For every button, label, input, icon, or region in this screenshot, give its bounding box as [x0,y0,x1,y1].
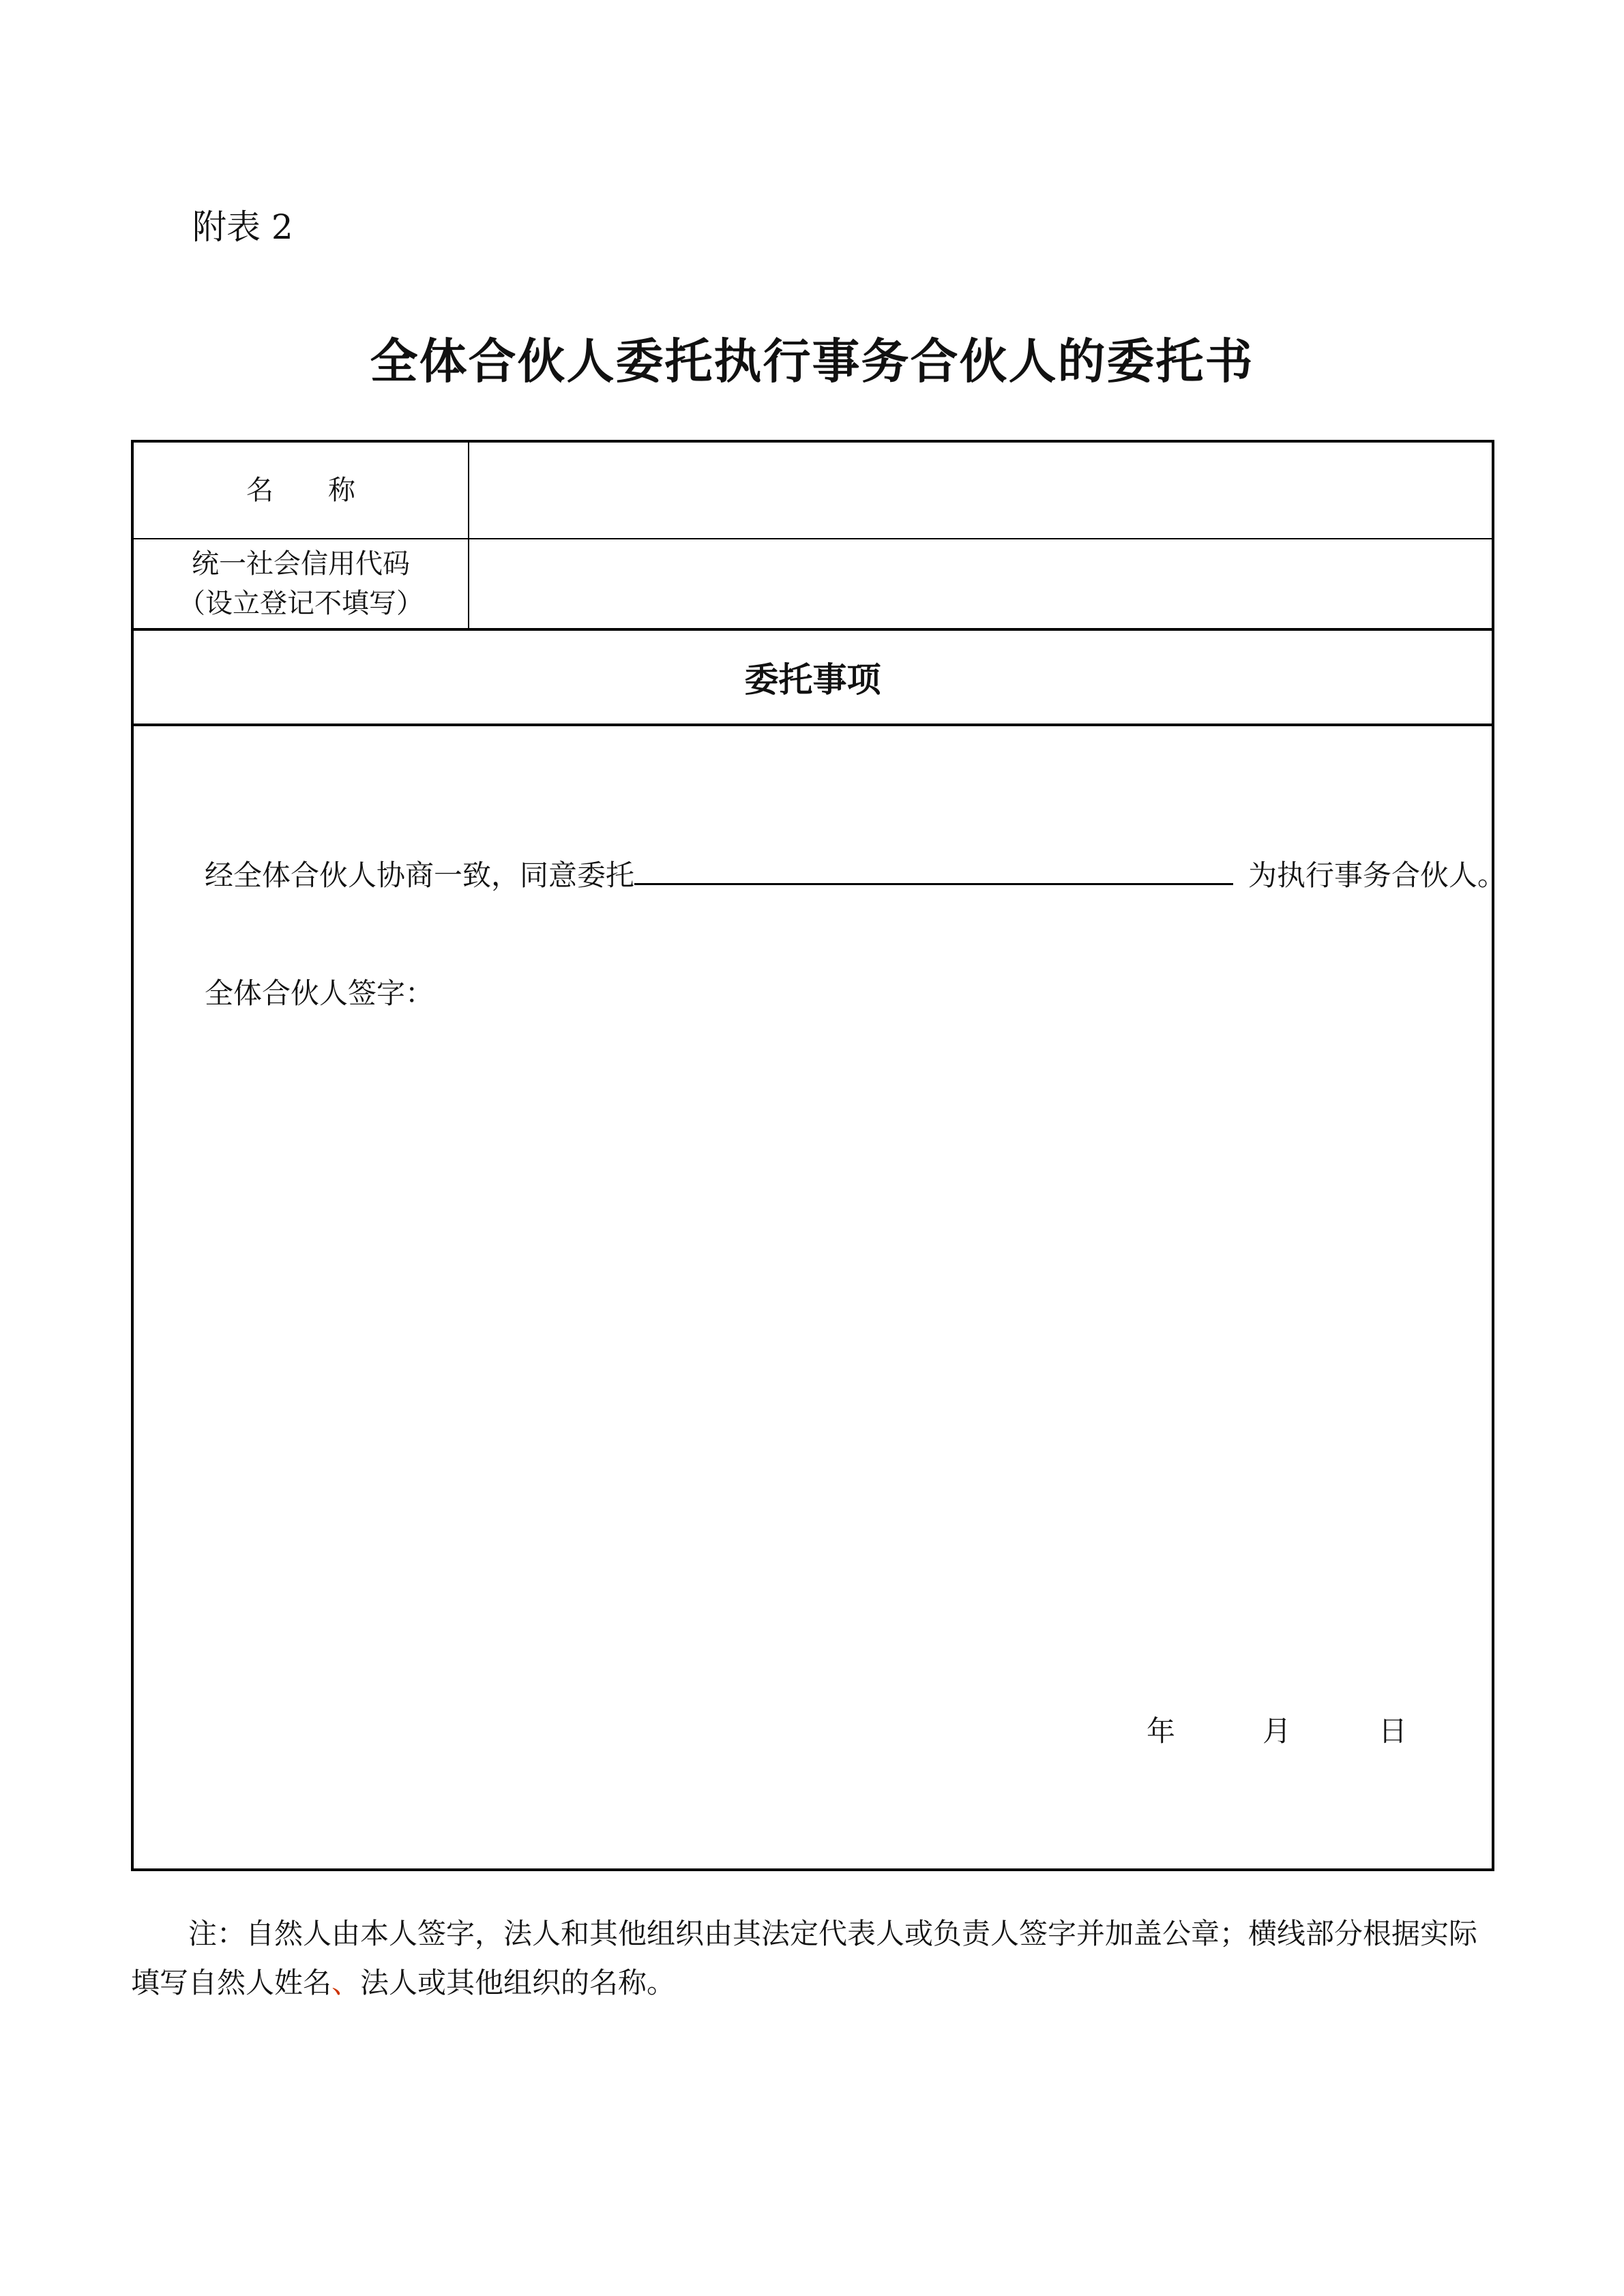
date-year: 年 [1147,1714,1176,1748]
footnote-enumeration-comma: 、 [331,1966,361,1999]
footnote-line-2-end: 法人或其他组织的名称。 [360,1966,676,1999]
entrustment-form [131,440,1507,1871]
footnote-line-1: 注：自然人由本人签字，法人和其他组织由其法定代表人或负责人签字并加盖公章；横线部分根据实际 [188,1917,1478,1950]
credit-code-label: 统一社会信用代码 [192,548,410,580]
column-divider [468,443,469,628]
document-title: 全体合伙人委托执行事务合伙人的委托书 [370,333,1254,389]
name-field[interactable] [472,443,1492,538]
partners-signature-label: 全体合伙人签字： [205,976,434,1010]
entrust-suffix: 为执行事务合伙人。 [1248,859,1507,892]
entrustment-statement [205,853,1506,896]
footnote-line-2 [131,1958,1495,2008]
footnote-line-2-start: 填写自然人姓名 [131,1966,332,1999]
signature-area[interactable] [205,1029,1419,1684]
date-day: 日 [1378,1714,1408,1748]
name-label: 名称 [246,475,410,506]
credit-code-field[interactable] [472,539,1492,628]
date-line [1147,1711,1407,1752]
entrust-prefix: 经全体合伙人协商一致，同意委托 [205,859,635,892]
credit-code-label-cell [134,539,468,628]
date-month: 月 [1263,1714,1292,1748]
credit-code-hint: （设立登记不填写） [178,588,424,619]
appendix-label: 附表 2 [192,207,293,247]
section-divider-bottom [134,724,1492,726]
entrusted-matters-heading: 委托事项 [744,660,881,700]
name-label-cell [134,443,468,538]
entrusted-partner-blank[interactable] [634,853,1233,885]
footnote [131,1909,1495,2008]
